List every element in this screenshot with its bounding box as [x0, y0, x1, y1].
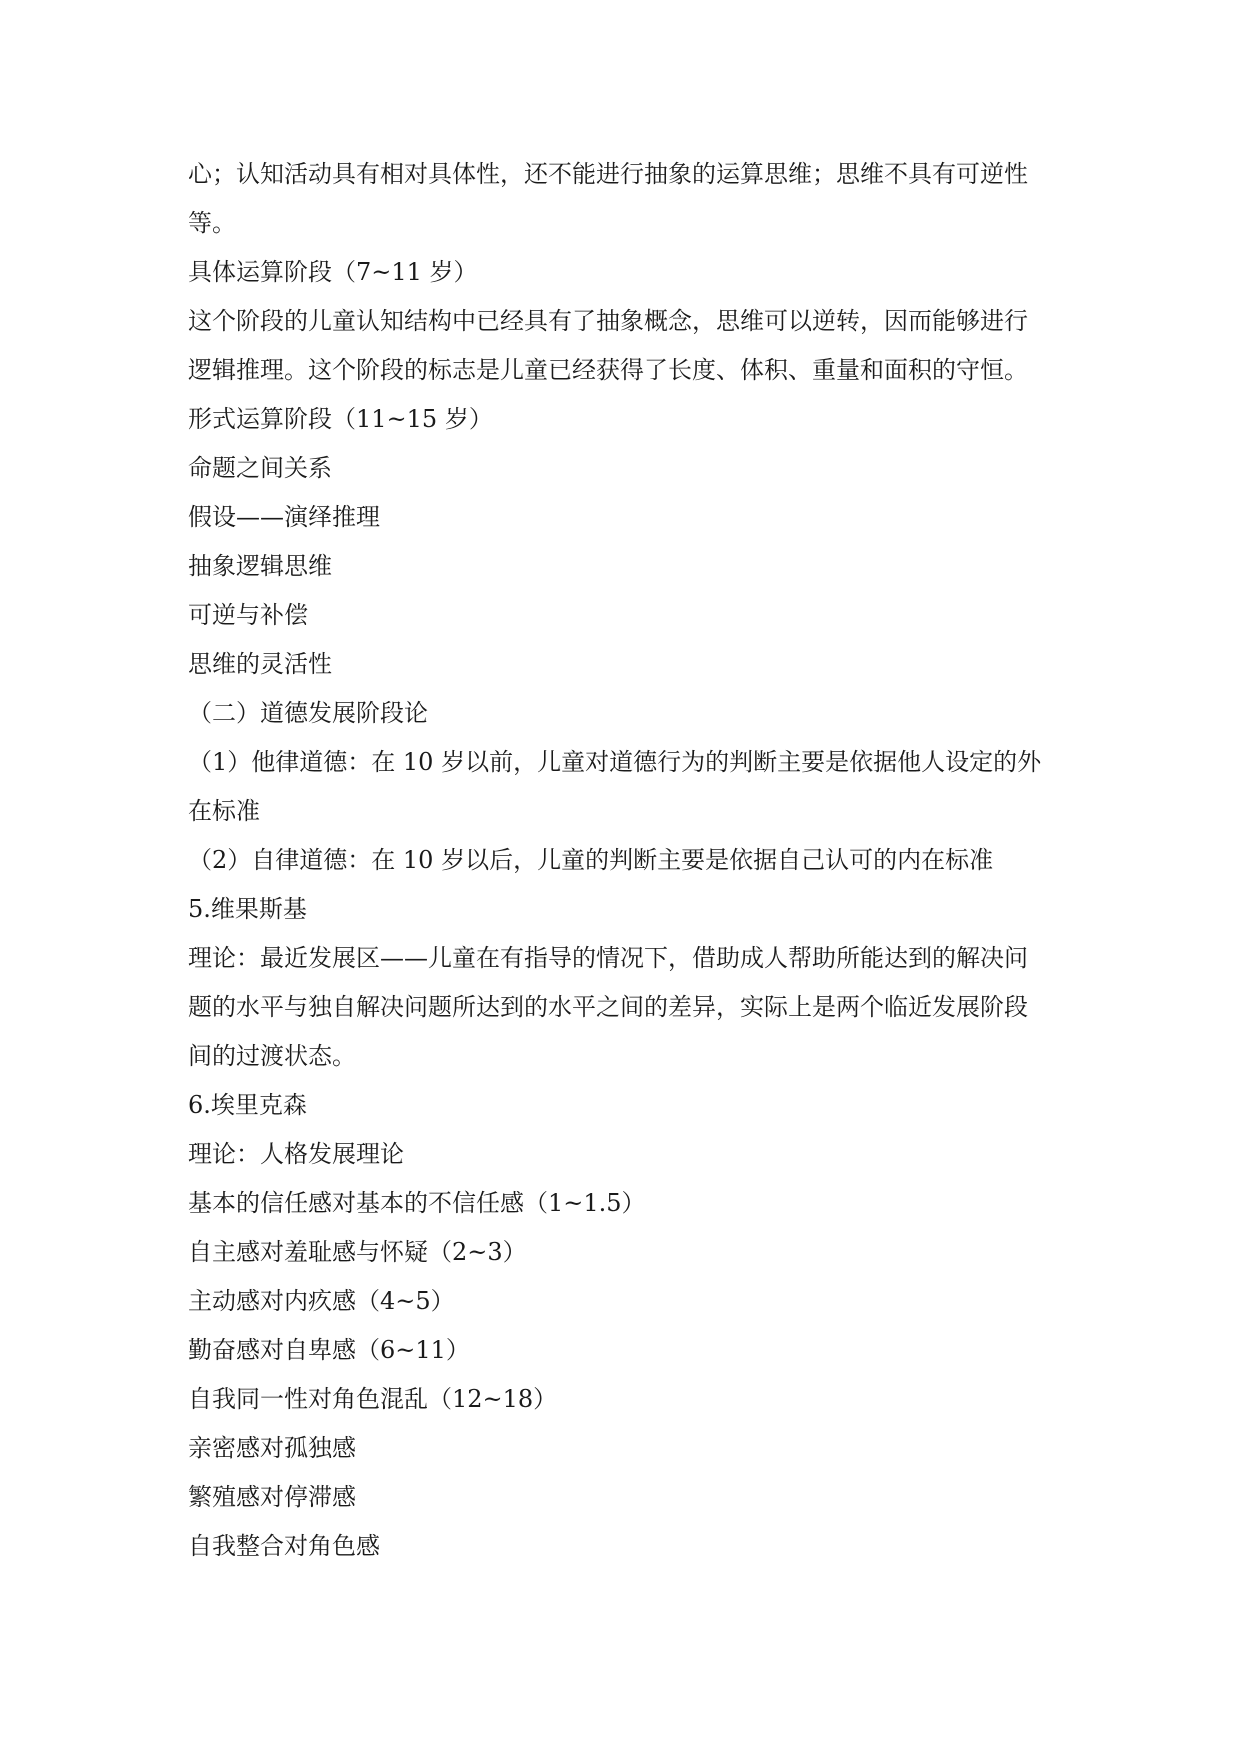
- section-heading: 形式运算阶段（11~15 岁）: [188, 405, 493, 433]
- list-item: 基本的信任感对基本的不信任感（1~1.5）: [188, 1189, 646, 1217]
- paragraph-line: 理论：人格发展理论: [188, 1140, 404, 1168]
- list-item: 假设——演绎推理: [188, 503, 380, 531]
- list-item: 自主感对羞耻感与怀疑（2~3）: [188, 1238, 527, 1266]
- list-item: 勤奋感对自卑感（6~11）: [188, 1336, 470, 1364]
- section-heading: 5.维果斯基: [188, 895, 307, 923]
- paragraph-line: 题的水平与独自解决问题所达到的水平之间的差异，实际上是两个临近发展阶段: [188, 993, 1028, 1021]
- paragraph-line: 理论：最近发展区——儿童在有指导的情况下，借助成人帮助所能达到的解决问: [188, 944, 1028, 972]
- document-body: [188, 150, 1068, 1571]
- section-heading: 6.埃里克森: [188, 1091, 307, 1119]
- paragraph-line: 心；认知活动具有相对具体性，还不能进行抽象的运算思维；思维不具有可逆性: [188, 160, 1028, 188]
- paragraph-line: 逻辑推理。这个阶段的标志是儿童已经获得了长度、体积、重量和面积的守恒。: [188, 356, 1028, 384]
- paragraph-line: （1）他律道德：在 10 岁以前，儿童对道德行为的判断主要是依据他人设定的外: [188, 748, 1042, 776]
- list-item: 亲密感对孤独感: [188, 1434, 356, 1462]
- list-item: 繁殖感对停滞感: [188, 1483, 356, 1511]
- paragraph-line: 在标准: [188, 797, 260, 825]
- list-item: 主动感对内疚感（4~5）: [188, 1287, 455, 1315]
- list-item: 自我整合对角色感: [188, 1532, 380, 1560]
- section-heading: （二）道德发展阶段论: [188, 699, 428, 727]
- paragraph-line: 等。: [188, 209, 236, 237]
- list-item: 自我同一性对角色混乱（12~18）: [188, 1385, 558, 1413]
- list-item: 命题之间关系: [188, 454, 332, 482]
- paragraph-line: 间的过渡状态。: [188, 1042, 356, 1070]
- paragraph-line: 这个阶段的儿童认知结构中已经具有了抽象概念，思维可以逆转，因而能够进行: [188, 307, 1028, 335]
- section-heading: 具体运算阶段（7~11 岁）: [188, 258, 478, 286]
- list-item: 思维的灵活性: [188, 650, 332, 678]
- list-item: 抽象逻辑思维: [188, 552, 332, 580]
- paragraph-line: （2）自律道德：在 10 岁以后，儿童的判断主要是依据自己认可的内在标准: [188, 846, 994, 874]
- list-item: 可逆与补偿: [188, 601, 308, 629]
